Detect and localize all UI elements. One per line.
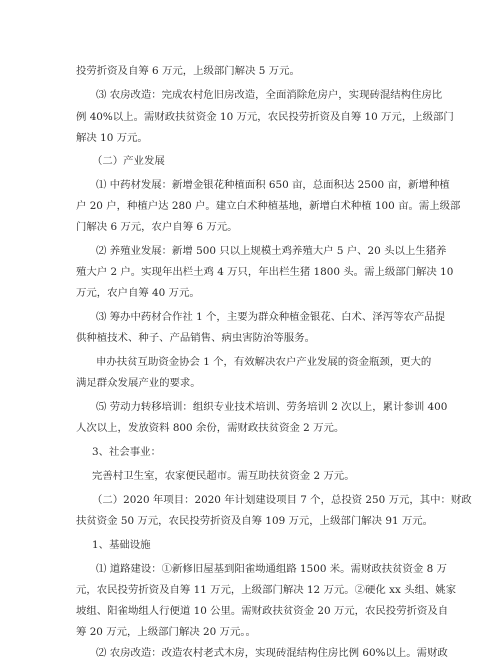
text-line: 解决 10 万元。 (76, 132, 148, 144)
text-line: ⑸ 劳动力转移培训：组织专业技术培训、劳务培训 2 次以上，累计参训 400 (96, 401, 448, 413)
text-line: 满足群众发展产业的要求。 (76, 377, 201, 389)
text-line: ⑴ 道路建设：①新修旧屋基到阳雀坳通组路 1500 米。需财政扶贫资金 8 万 (96, 563, 447, 575)
text-line: ⑵ 养殖业发展：新增 500 只以上规模土鸡养殖大户 5 户、20 头以上生猪养 (96, 245, 447, 257)
text-line: ⑵ 农房改造：改造农村老式木房，实现砖混结构住房比例 60%以上。需财政 (96, 647, 448, 659)
text-line: ⑴ 中药材发展：新增金银花种植面积 650 亩，总面积达 2500 亩，新增种植 (96, 179, 450, 191)
text-line: 万元，农户自筹 40 万元。 (76, 287, 200, 299)
text-line: 坡组、阳雀坳组人行便道 10 公里。需财政扶贫资金 20 万元，农民投劳折资及自 (76, 605, 449, 617)
text-line: 投劳折资及自筹 6 万元，上级部门解决 5 万元。 (76, 65, 300, 77)
section-heading: （二）产业发展 (92, 155, 165, 167)
section-heading: 1、基础设施 (92, 539, 151, 551)
section-heading: 3、社会事业： (92, 446, 161, 458)
text-line: 供种植技术、种子、产品销售、病虫害防治等服务。 (76, 332, 315, 344)
text-line: 人次以上，发放资料 800 余份，需财政扶贫资金 2 万元。 (76, 422, 345, 434)
text-line: 申办扶贫互助资金协会 1 个，有效解决农户产业发展的资金瓶颈，更大的 (96, 356, 432, 368)
text-line: ⑶ 农房改造：完成农村危旧房改造，全面消除危房户，实现砖混结构住房比 (96, 89, 443, 101)
text-line: ⑶ 筹办中药材合作社 1 个，主要为群众种植金银花、白术、泽泻等农产品提 (96, 311, 446, 323)
text-line: 扶贫资金 50 万元，农民投劳折资及自筹 109 万元，上级部门解决 91 万元。 (76, 515, 434, 527)
text-line: 门解决 6 万元，农户自筹 6 万元。 (76, 221, 238, 233)
text-line: 完善村卫生室，农家便民超市。需互助扶贫资金 2 万元。 (92, 470, 355, 482)
text-line: 例 40%以上。需财政扶贫资金 10 万元，农民投劳折资及自筹 10 万元，上级部门 (76, 111, 454, 123)
text-line: 户 20 户，种植户达 280 户。建立白术种植基地，新增白术种植 100 亩。需上级部 (76, 200, 461, 212)
text-line: 殖大户 2 户。实现年出栏土鸡 4 万只，年出栏生猪 1800 头。需上级部门解决 10 (76, 266, 454, 278)
text-line: 元，农民投劳折资及自筹 11 万元，上级部门解决 12 万元。②硬化 xx 头组、姚家 (76, 584, 457, 596)
section-heading: （二）2020 年项目：2020 年计划建设项目 7 个，总投资 250 万元，其中：财政 (92, 494, 472, 506)
text-line: 筹 20 万元，上级部门解决 20 万元。。 (76, 626, 256, 638)
